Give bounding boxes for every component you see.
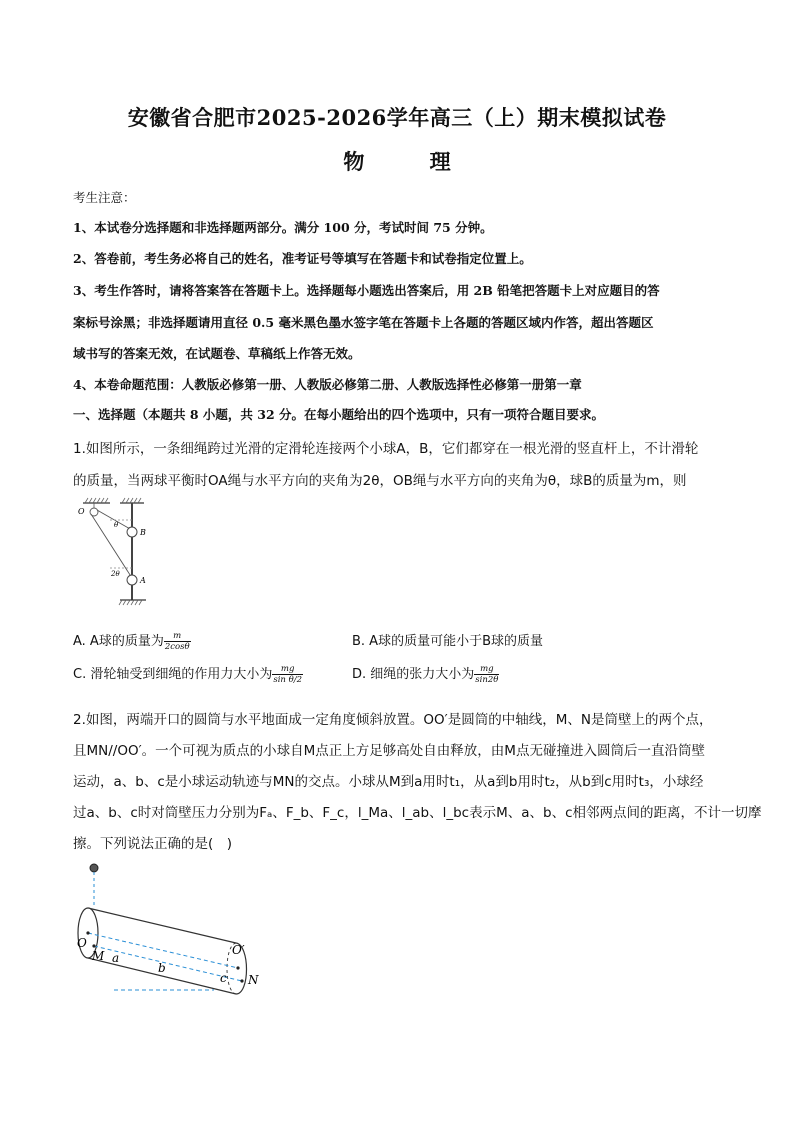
subject-title: 物 理 (343, 149, 451, 174)
note-1: 1、本试卷分选择题和非选择题两部分。满分 100 分，考试时间 75 分钟。 (73, 220, 493, 235)
note-3-line-1: 3、考生作答时，请将答案答在答题卡上。选择题每小题选出答案后，用 2B 铅笔把答题卡上对应题目的答 (73, 283, 660, 298)
option-c-numerator: mg (272, 664, 303, 675)
label-b: B (140, 528, 146, 537)
option-d-fraction (474, 664, 499, 685)
ball-b (127, 527, 137, 537)
ball-a (127, 575, 137, 585)
option-c-fraction (272, 664, 303, 685)
option-a-numerator: m (164, 631, 191, 642)
question-1-line-2: 的质量，当两球平衡时OA绳与水平方向的夹角为2θ，OB绳与水平方向的夹角为θ，球B的质量为m，则 (73, 473, 687, 489)
option-a[interactable] (73, 630, 191, 652)
note-2: 2、答卷前，考生务必将自己的姓名，准考证号等填写在答题卡和试卷指定位置上。 (73, 251, 532, 266)
ball-icon (90, 864, 98, 872)
label-o: O (78, 507, 85, 516)
label-o-prime: O′ (232, 943, 245, 957)
notes-heading: 考生注意： (73, 190, 136, 205)
option-a-denominator: 2cosθ (164, 642, 190, 652)
note-4: 4、本卷命题范围：人教版必修第一册、人教版必修第二册、人教版选择性必修第一册第一章 (73, 377, 582, 392)
option-c-denominator: sin θ/2 (273, 675, 302, 685)
label-b: b (158, 961, 166, 975)
label-2theta: 2θ (111, 570, 120, 578)
option-b[interactable] (352, 630, 543, 649)
question-2-line-1: 2.如图，两端开口的圆筒与水平地面成一定角度倾斜放置。OO′是圆筒的中轴线，M、N是筒壁上的两个点， (73, 712, 713, 728)
question-2-line-5: 擦。下列说法正确的是( ) (73, 836, 233, 852)
label-a: A (140, 576, 146, 585)
option-a-fraction (164, 631, 191, 652)
label-theta: θ (114, 521, 119, 529)
pulley-rod-figure (74, 496, 164, 608)
question-2-line-4: 过a、b、c时对筒壁压力分别为Fₐ、F_b、F_c，l_Ma、l_ab、l_bc表示M、a、b、c相邻两点间的距离，不计一切摩 (73, 805, 762, 821)
page-title: 安徽省合肥市2025-2026学年高三（上）期末模拟试卷 (127, 105, 667, 130)
label-o: O (77, 936, 87, 950)
option-c-text: C. 滑轮轴受到细绳的作用力大小为 (73, 667, 273, 682)
section-heading: 一、选择题（本题共 8 小题，共 32 分。在每小题给出的四个选项中，只有一项符合题目要求。 (73, 407, 605, 422)
tilted-cylinder-figure (74, 858, 274, 998)
question-2-line-2: 且MN//OO′。一个可视为质点的小球自M点正上方足够高处自由释放，由M点无碰撞进入圆筒后一直沿筒壁 (73, 743, 705, 759)
option-d[interactable] (352, 663, 499, 685)
option-d-denominator: sin2θ (475, 675, 499, 685)
label-c: c (220, 971, 227, 985)
label-n: N (248, 973, 259, 987)
option-c[interactable] (73, 663, 303, 685)
note-3-line-3: 域书写的答案无效，在试题卷、草稿纸上作答无效。 (73, 346, 361, 361)
label-a: a (112, 951, 120, 965)
question-1-line-1: 1.如图所示，一条细绳跨过光滑的定滑轮连接两个小球A，B，它们都穿在一根光滑的竖直杆上，不计滑轮 (73, 441, 699, 457)
option-d-text: D. 细绳的张力大小为 (352, 667, 475, 682)
question-2-line-3: 运动，a、b、c是小球运动轨迹与MN的交点。小球从M到a用时t₁，从a到b用时t₂，从b到c用时t₃，小球经 (73, 774, 704, 790)
label-m: M (92, 949, 105, 963)
note-3-line-2: 案标号涂黑；非选择题请用直径 0.5 毫米黑色墨水签字笔在答题卡上各题的答题区域内作答，超出答题区 (73, 315, 654, 330)
option-b-text: B. A球的质量可能小于B球的质量 (352, 634, 543, 649)
option-a-text: A. A球的质量为 (73, 634, 164, 649)
option-d-numerator: mg (474, 664, 499, 675)
